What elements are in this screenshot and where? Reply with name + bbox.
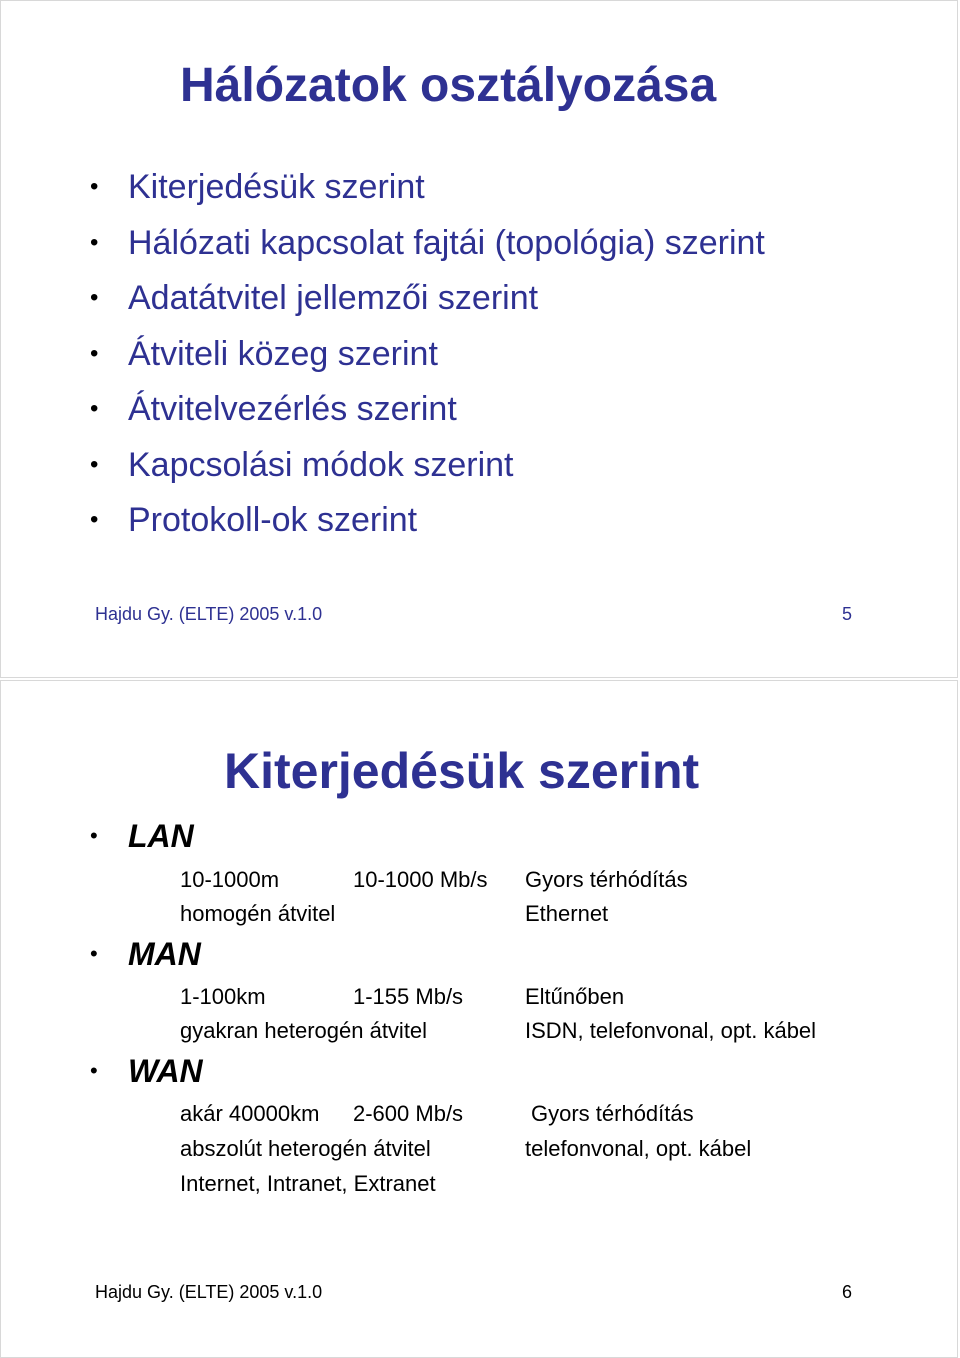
man-status: Eltűnőben xyxy=(525,984,625,1009)
slide-1-footer-author: Hajdu Gy. (ELTE) 2005 v.1.0 xyxy=(95,604,323,624)
bullet-item xyxy=(90,386,765,442)
bullet-item xyxy=(90,331,765,387)
wan-speed: 2-600 Mb/s xyxy=(353,1101,464,1126)
bullet-dot-icon: • xyxy=(90,173,99,200)
lan-distance: 10-1000m xyxy=(180,867,280,892)
category-man xyxy=(90,936,201,973)
slide-1-page-number: 5 xyxy=(842,604,853,624)
slide-2-footer-author: Hajdu Gy. (ELTE) 2005 v.1.0 xyxy=(95,1282,323,1302)
bullet-item xyxy=(90,275,765,331)
bullet-text: Adatátvitel jellemzői szerint xyxy=(128,279,539,317)
bullet-text: Kiterjedésük szerint xyxy=(128,168,425,206)
bullet-item xyxy=(90,220,765,276)
lan-status: Gyors térhódítás xyxy=(525,867,688,892)
slide-1-bullet-list xyxy=(90,164,765,553)
man-technology: ISDN, telefonvonal, opt. kábel xyxy=(525,1018,817,1043)
bullet-dot-icon: • xyxy=(90,395,99,422)
bullet-dot-icon: • xyxy=(90,339,99,367)
wan-technology: telefonvonal, opt. kábel xyxy=(525,1136,752,1161)
bullet-text: Hálózati kapcsolat fajtái (topológia) szerint xyxy=(128,223,765,262)
slide-2-title: Kiterjedésük szerint xyxy=(224,743,700,799)
wan-examples: Internet, Intranet, Extranet xyxy=(180,1171,436,1196)
bullet-item xyxy=(90,164,765,220)
bullet-item xyxy=(90,442,765,498)
bullet-item xyxy=(90,497,765,553)
bullet-dot-icon: • xyxy=(90,1058,98,1083)
lan-speed: 10-1000 Mb/s xyxy=(353,867,488,892)
man-distance: 1-100km xyxy=(180,984,266,1009)
man-transmission: gyakran heterogén átvitel xyxy=(180,1018,428,1043)
slide-2-page-number: 6 xyxy=(842,1282,853,1302)
bullet-dot-icon: • xyxy=(90,823,98,848)
category-label: MAN xyxy=(128,936,201,972)
category-label: LAN xyxy=(128,818,194,854)
bullet-text: Átvitelvezérlés szerint xyxy=(128,390,457,428)
category-lan xyxy=(90,818,194,855)
man-speed: 1-155 Mb/s xyxy=(353,984,464,1009)
slide-2 xyxy=(0,680,960,1358)
category-wan xyxy=(90,1053,203,1090)
bullet-text: Átviteli közeg szerint xyxy=(128,334,438,373)
wan-status: Gyors térhódítás xyxy=(531,1101,694,1126)
lan-transmission: homogén átvitel xyxy=(180,901,336,926)
bullet-dot-icon: • xyxy=(90,450,99,478)
lan-technology: Ethernet xyxy=(525,901,609,926)
bullet-dot-icon: • xyxy=(90,506,99,533)
slide-1-title: Hálózatok osztályozása xyxy=(180,59,717,112)
bullet-dot-icon: • xyxy=(90,228,99,256)
bullet-dot-icon: • xyxy=(90,941,98,966)
bullet-dot-icon: • xyxy=(90,284,99,311)
wan-distance: akár 40000km xyxy=(180,1101,320,1126)
category-label: WAN xyxy=(128,1053,203,1089)
wan-transmission: abszolút heterogén átvitel xyxy=(180,1136,431,1161)
bullet-text: Kapcsolási módok szerint xyxy=(128,445,514,484)
slide-1 xyxy=(0,0,960,678)
bullet-text: Protokoll-ok szerint xyxy=(128,501,418,539)
